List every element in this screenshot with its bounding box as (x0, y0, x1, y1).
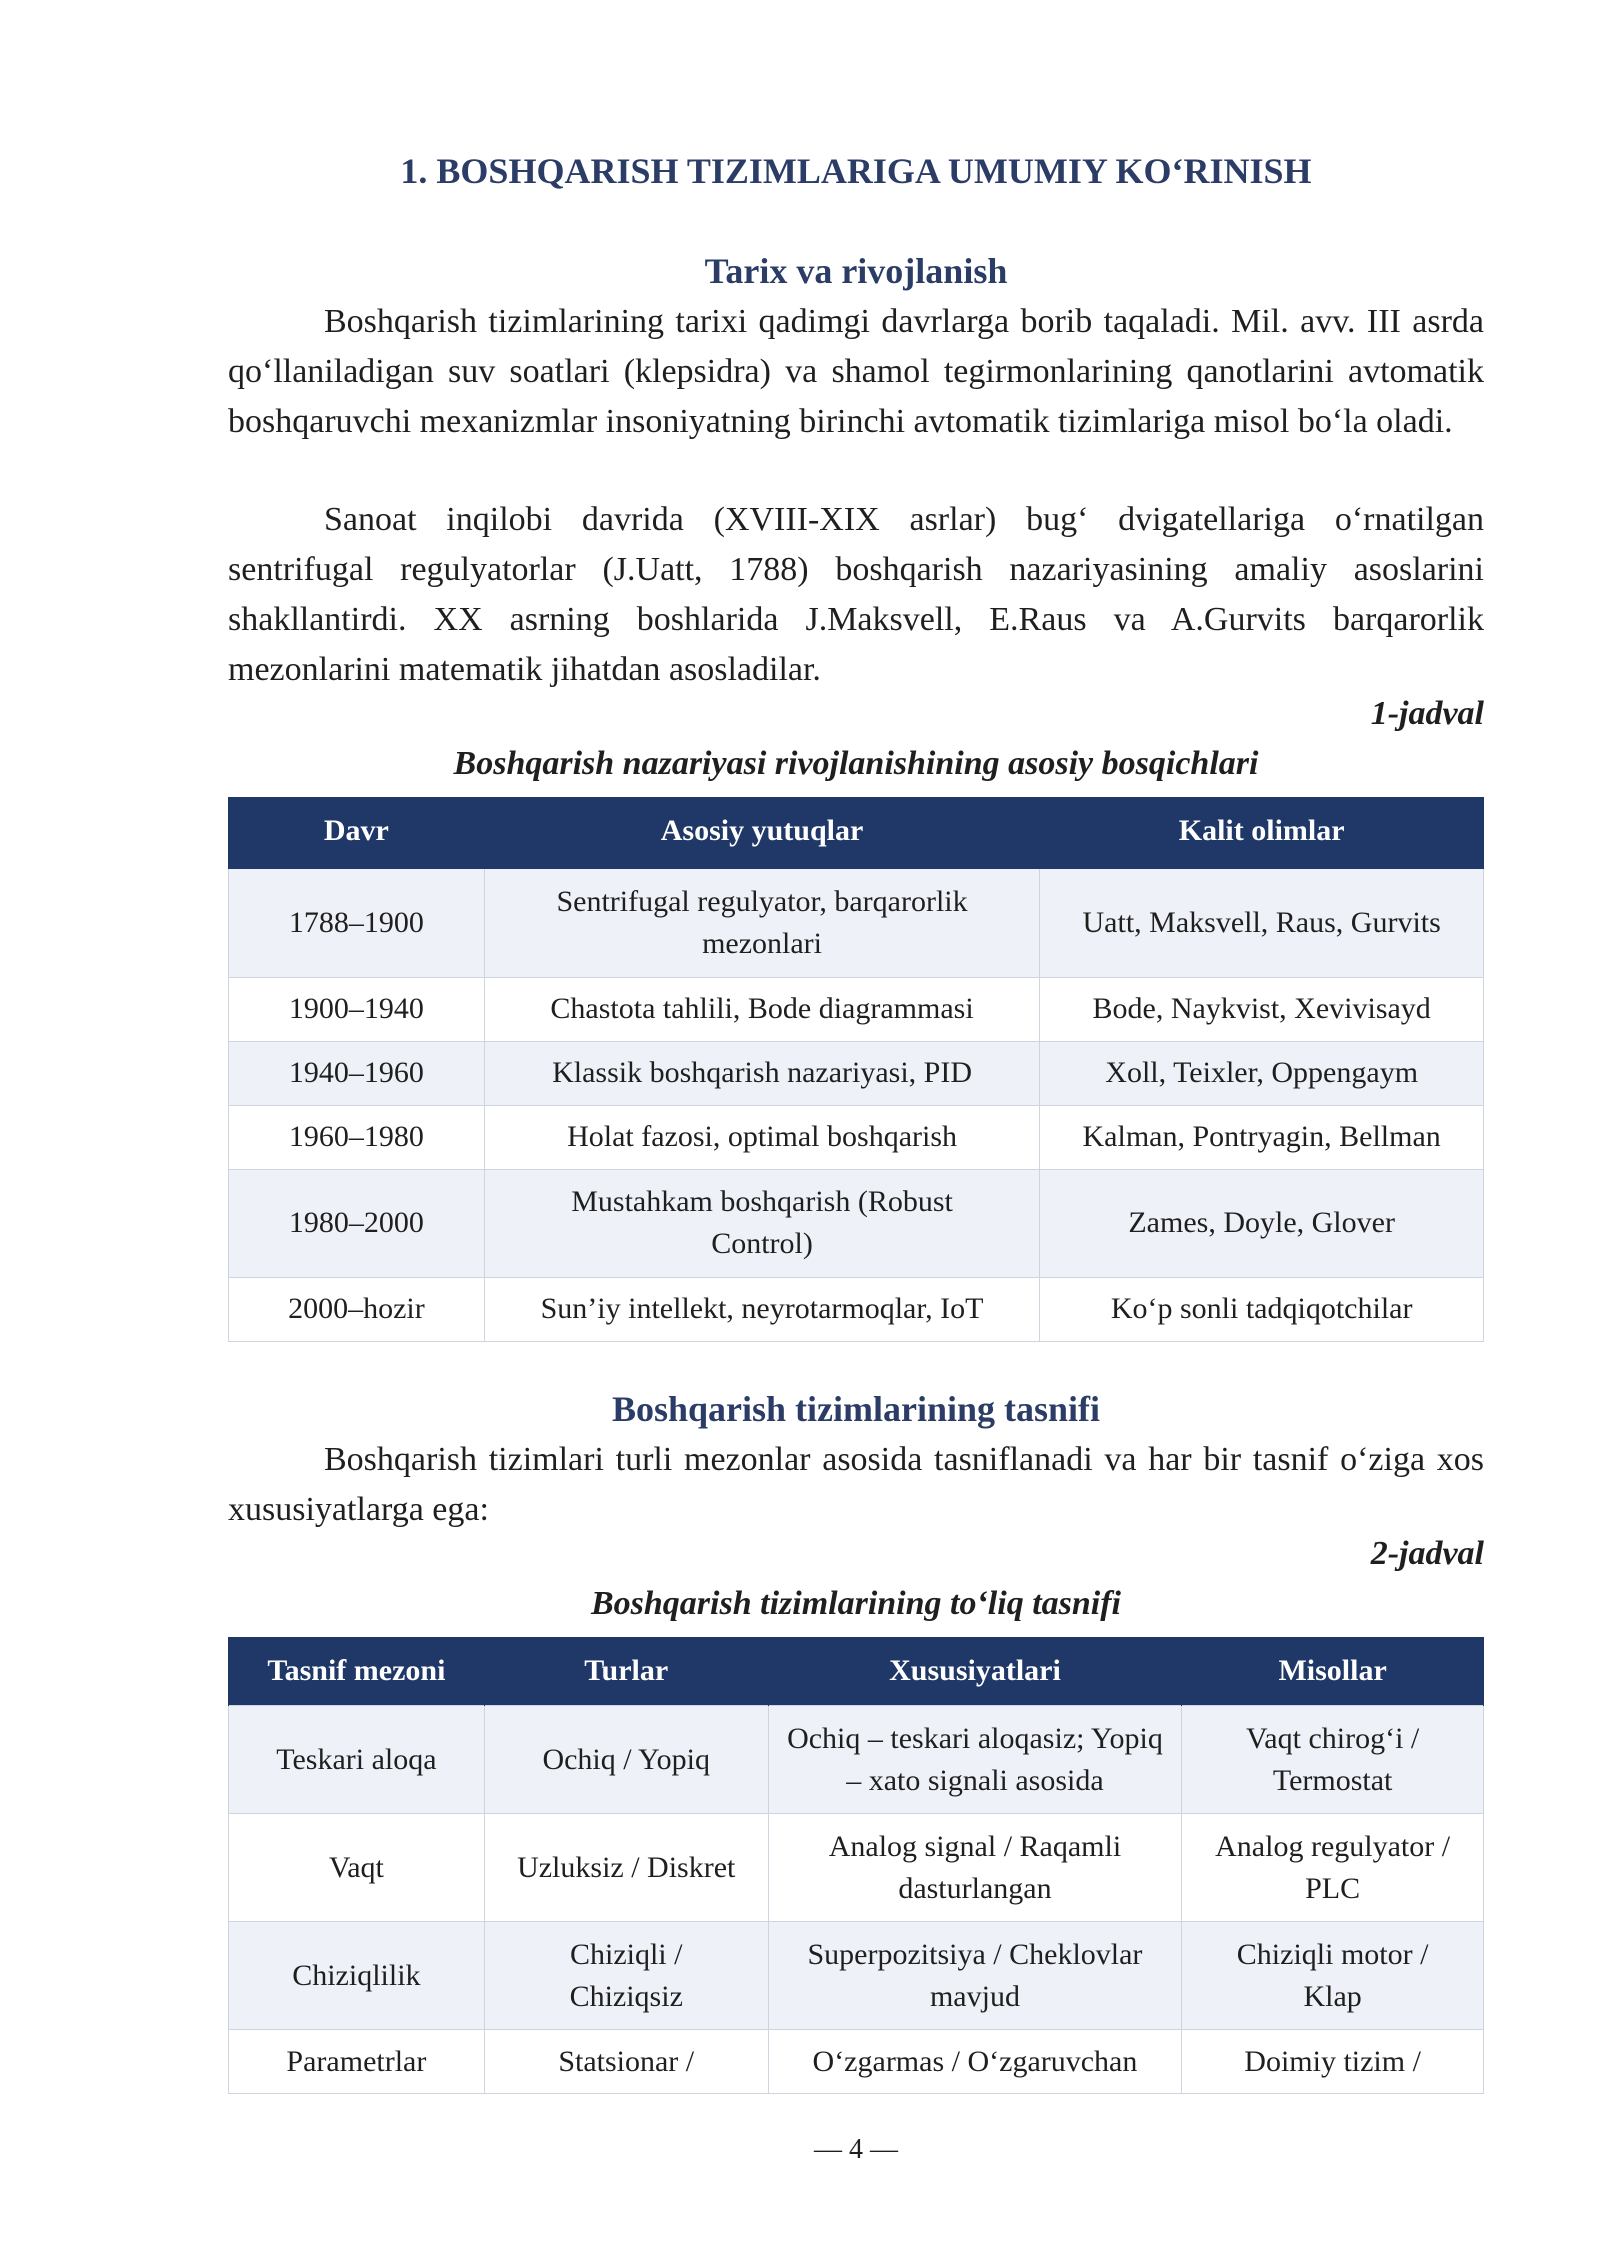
table-cell: Chastota tahlili, Bode diagrammasi (484, 977, 1040, 1041)
table-cell: Vaqt (229, 1814, 485, 1922)
table-cell: Analog regulyator / PLC (1182, 1814, 1484, 1922)
table-cell: Sentrifugal regulyator, barqarorlik mezonlari (484, 867, 1040, 977)
table-cell: Kalman, Pontryagin, Bellman (1040, 1105, 1484, 1169)
table-header-cell: Misollar (1182, 1637, 1484, 1706)
table-header-cell: Asosiy yutuqlar (484, 797, 1040, 867)
table-cell: Klassik boshqarish nazariyasi, PID (484, 1041, 1040, 1105)
table-cell: 1940–1960 (229, 1041, 485, 1105)
table-cell: Bode, Naykvist, Xevivisayd (1040, 977, 1484, 1041)
table-cell: 1960–1980 (229, 1105, 485, 1169)
table-header-row (229, 1637, 1484, 1706)
table-cell: Uzluksiz / Diskret (484, 1814, 768, 1922)
table-row (229, 2030, 1484, 2094)
table-cell: Doimiy tizim / (1182, 2030, 1484, 2094)
table-cell: Chiziqli / Chiziqsiz (484, 1922, 768, 2030)
table-development-stages (228, 797, 1484, 1342)
table2-caption: Boshqarish tizimlarining to‘liq tasnifi (590, 1585, 1121, 1622)
table-cell: Parametrlar (229, 2030, 485, 2094)
table-header-cell: Davr (229, 797, 485, 867)
table-row (229, 1105, 1484, 1169)
page-number: — 4 — (814, 2134, 898, 2165)
table-cell: Ochiq / Yopiq (484, 1706, 768, 1814)
table-classification (228, 1637, 1484, 2094)
table-cell: Xoll, Teixler, Oppengaym (1040, 1041, 1484, 1105)
table-row (229, 1814, 1484, 1922)
table-row (229, 1169, 1484, 1277)
table-header-cell: Xususiyatlari (768, 1637, 1182, 1706)
table-cell: Chiziqli motor / Klap (1182, 1922, 1484, 2030)
paragraph-classification: Boshqarish tizimlari turli mezonlar asosida tasniflanadi va har bir tasnif o‘ziga xos xususiyatlarga ega: (228, 1441, 1484, 1528)
table-row (229, 1706, 1484, 1814)
table-row (229, 867, 1484, 977)
table-row (229, 1922, 1484, 2030)
table-cell: O‘zgarmas / O‘zgaruvchan (768, 2030, 1182, 2094)
table-cell: Ochiq – teskari aloqasiz; Yopiq – xato signali asosida (768, 1706, 1182, 1814)
table-row (229, 977, 1484, 1041)
paragraph-history-1: Boshqarish tizimlarining tarixi qadimgi davrlarga borib taqaladi. Mil. avv. III asrda qo‘llaniladigan suv soatlari (klepsidra) va shamol tegirmonlarining qanotlarini avtomatik boshqaruvchi mexanizmlar insoniyatning birinchi avtomatik tizimlariga misol bo‘la oladi. (228, 303, 1484, 440)
table-cell: 2000–hozir (229, 1277, 485, 1341)
paragraph-history-2: Sanoat inqilobi davrida (XVIII-XIX asrlar) bug‘ dvigatellariga o‘rnatilgan sentrifugal regulyatorlar (J.Uatt, 1788) boshqarish nazariyasining amaliy asoslarini shakllantirdi. XX asrning boshlarida J.Maksvell, E.Raus va A.Gurvits barqarorlik mezonlarini matematik jihatdan asosladilar. (228, 501, 1484, 688)
table-cell: Teskari aloqa (229, 1706, 485, 1814)
table-cell: Statsionar / (484, 2030, 768, 2094)
section-title-history: Tarix va rivojlanish (704, 251, 1008, 291)
table-header-row (229, 797, 1484, 867)
table-cell: Sun’iy intellekt, neyrotarmoqlar, IoT (484, 1277, 1040, 1341)
table-row (229, 1277, 1484, 1341)
table-cell: Vaqt chirog‘i / Termostat (1182, 1706, 1484, 1814)
table-cell: Superpozitsiya / Cheklovlar mavjud (768, 1922, 1182, 2030)
table-header-cell: Turlar (484, 1637, 768, 1706)
table-cell: Chiziqlilik (229, 1922, 485, 2030)
table-cell: Uatt, Maksvell, Raus, Gurvits (1040, 867, 1484, 977)
table1-number: 1-jadval (1370, 695, 1484, 732)
table-cell: 1788–1900 (229, 867, 485, 977)
table-cell: 1980–2000 (229, 1169, 485, 1277)
table-cell: Zames, Doyle, Glover (1040, 1169, 1484, 1277)
table1-caption: Boshqarish nazariyasi rivojlanishining asosiy bosqichlari (453, 745, 1259, 782)
table-header-cell: Tasnif mezoni (229, 1637, 485, 1706)
table-cell: 1900–1940 (229, 977, 485, 1041)
table2-number: 2-jadval (1370, 1535, 1484, 1572)
table-cell: Ko‘p sonli tadqiqotchilar (1040, 1277, 1484, 1341)
table-cell: Analog signal / Raqamli dasturlangan (768, 1814, 1182, 1922)
section-title-classification: Boshqarish tizimlarining tasnifi (611, 1389, 1101, 1429)
table-header-cell: Kalit olimlar (1040, 797, 1484, 867)
chapter-title: 1. BOSHQARISH TIZIMLARIGA UMUMIY KO‘RINISH (400, 151, 1312, 191)
table-cell: Mustahkam boshqarish (Robust Control) (484, 1169, 1040, 1277)
table-row (229, 1041, 1484, 1105)
table-cell: Holat fazosi, optimal boshqarish (484, 1105, 1040, 1169)
